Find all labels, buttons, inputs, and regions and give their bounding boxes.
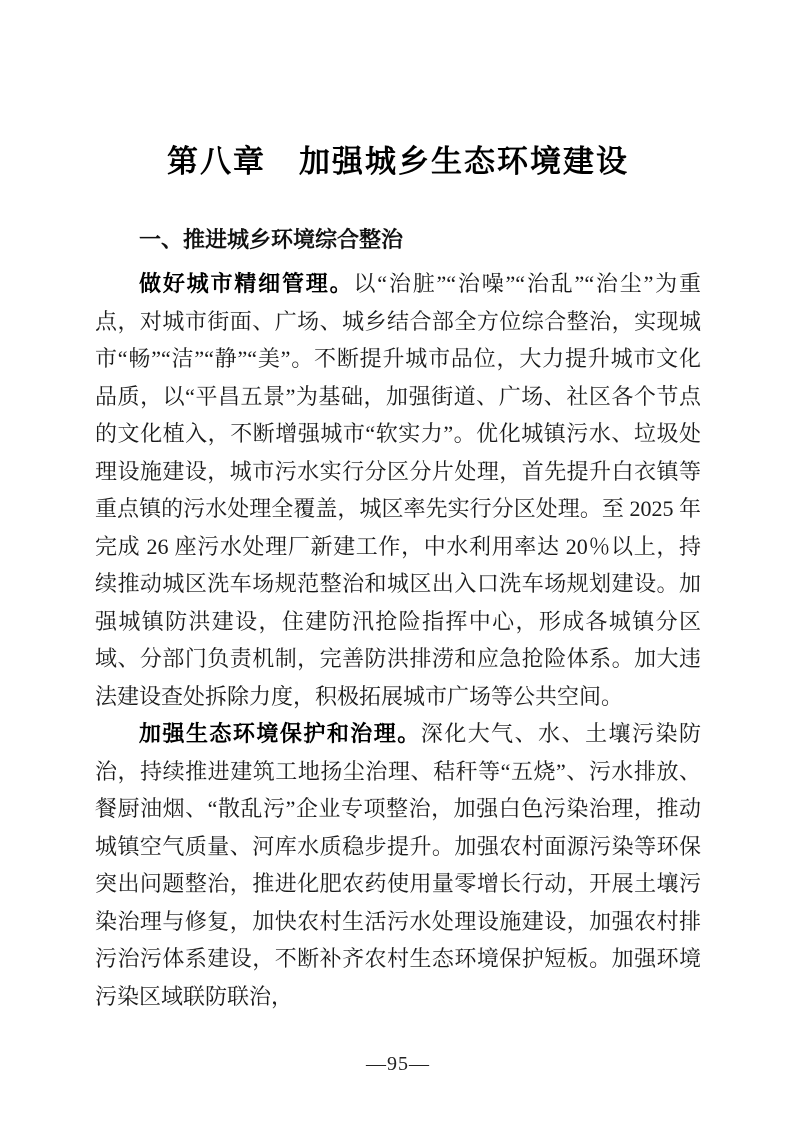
paragraph-city-management-lead: 做好城市精细管理。 (139, 271, 354, 297)
chapter-title: 第八章 加强城乡生态环境建设 (167, 144, 629, 179)
paragraph-city-management-text: 以“治脏”“治噪”“治乱”“治尘”为重点，对城市街面、广场、城乡结合部全方位综合整治，实现城市“畅”“洁”“静”“美”。不断提升城市品位，大力提升城市文化品质，以“平昌五景”为基础，加强街道、广场、社区各个节点的文化植入，不断增强城市“软实力”。优化城镇污水、垃圾处理设施建设，城市污水实行分区分片处理，首先提升白衣镇等重点镇的污水处理全覆盖，城区率先实行分区处理。至 2025 年完成 26 座污水处理厂新建工作，中水利用率达 20％以上，持续推动城区洗车场规范整治和城区出入口洗车场规划建设。加强城镇防洪建设，住建防汛抢险指挥中心，形成各城镇分区域、分部门负责机制，完善防洪排涝和应急抢险体系。加大违法建设查处拆除力度，积极拓展城市广场等公共空间。 (95, 271, 702, 709)
paragraph-eco-protection (95, 715, 701, 1015)
paragraph-eco-protection-text: 深化大气、水、土壤污染防治，持续推进建筑工地扬尘治理、秸秆等“五烧”、污水排放、餐厨油烟、“散乱污”企业专项整治，加强白色污染治理，推动城镇空气质量、河库水质稳步提升。加强农村面源污染等环保突出问题整治，推进化肥农药使用量零增长行动，开展土壤污染治理与修复，加快农村生活污水处理设施建设，加强农村排污治污体系建设，不断补齐农村生态环境保护短板。加强环境污染区域联防联治， (95, 721, 702, 1009)
section-heading: 一、推进城乡环境综合整治 (139, 227, 404, 253)
paragraph-eco-protection-lead: 加强生态环境保护和治理。 (139, 721, 421, 747)
page-number: —95— (366, 1053, 430, 1076)
paragraph-city-management (95, 265, 701, 715)
